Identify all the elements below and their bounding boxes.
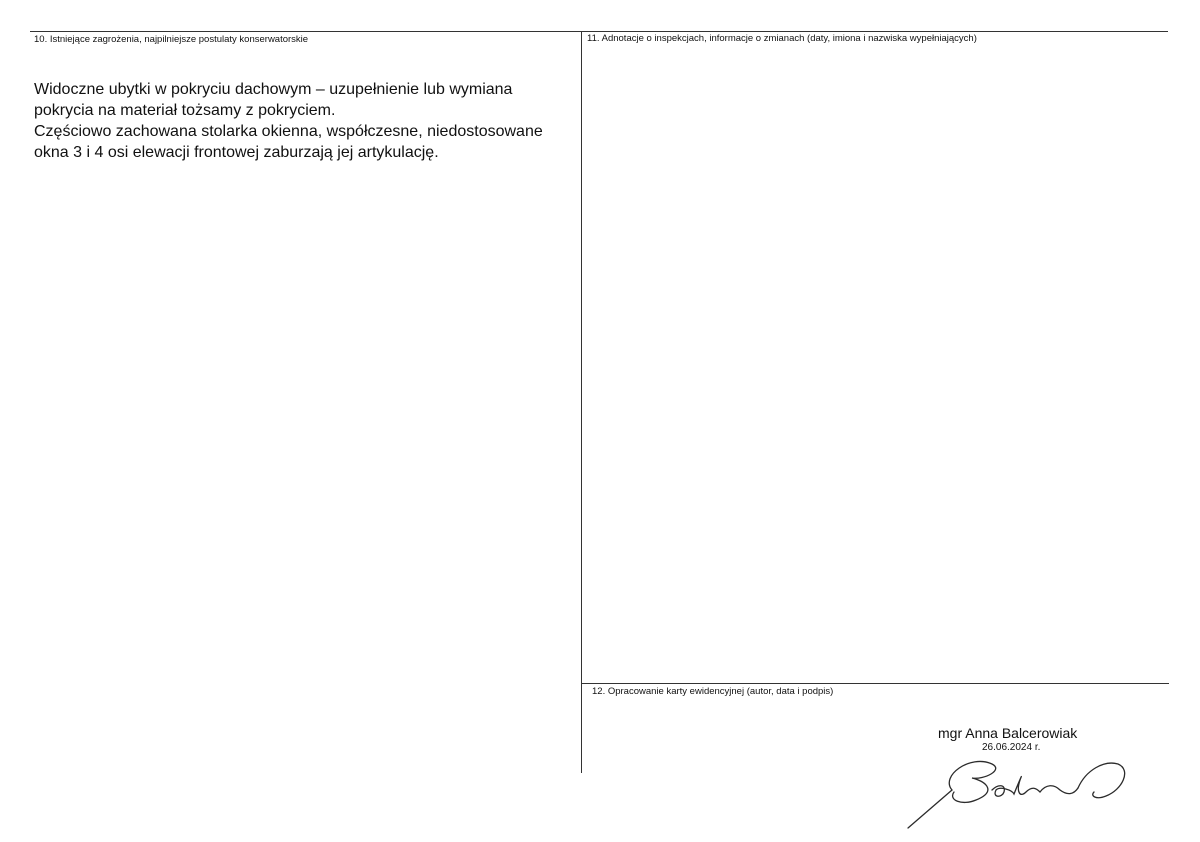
handwritten-signature	[900, 740, 1140, 840]
section-12-top-line	[581, 683, 1169, 684]
author-name: mgr Anna Balcerowiak	[938, 725, 1078, 741]
section-10-content	[34, 79, 574, 163]
section-12-label: 12. Opracowanie karty ewidencyjnej (autor, data i podpis)	[592, 686, 834, 697]
top-border-line	[30, 31, 1168, 32]
author-date: 26.06.2024 r.	[982, 742, 1041, 753]
threat-paragraph-roof: Widoczne ubytki w pokryciu dachowym – uzupełnienie lub wymiana pokrycia na materiał tożsamy z pokryciem.	[34, 81, 513, 119]
section-11-label: 11. Adnotacje o inspekcjach, informacje o zmianach (daty, imiona i nazwiska wypełniających)	[587, 33, 977, 44]
column-divider-line	[581, 31, 582, 773]
threat-paragraph-windows: Częściowo zachowana stolarka okienna, współczesne, niedostosowane okna 3 i 4 osi elewacji frontowej zaburzają jej artykulację.	[34, 123, 543, 161]
section-10-label: 10. Istniejące zagrożenia, najpilniejsze postulaty konserwatorskie	[34, 34, 309, 45]
